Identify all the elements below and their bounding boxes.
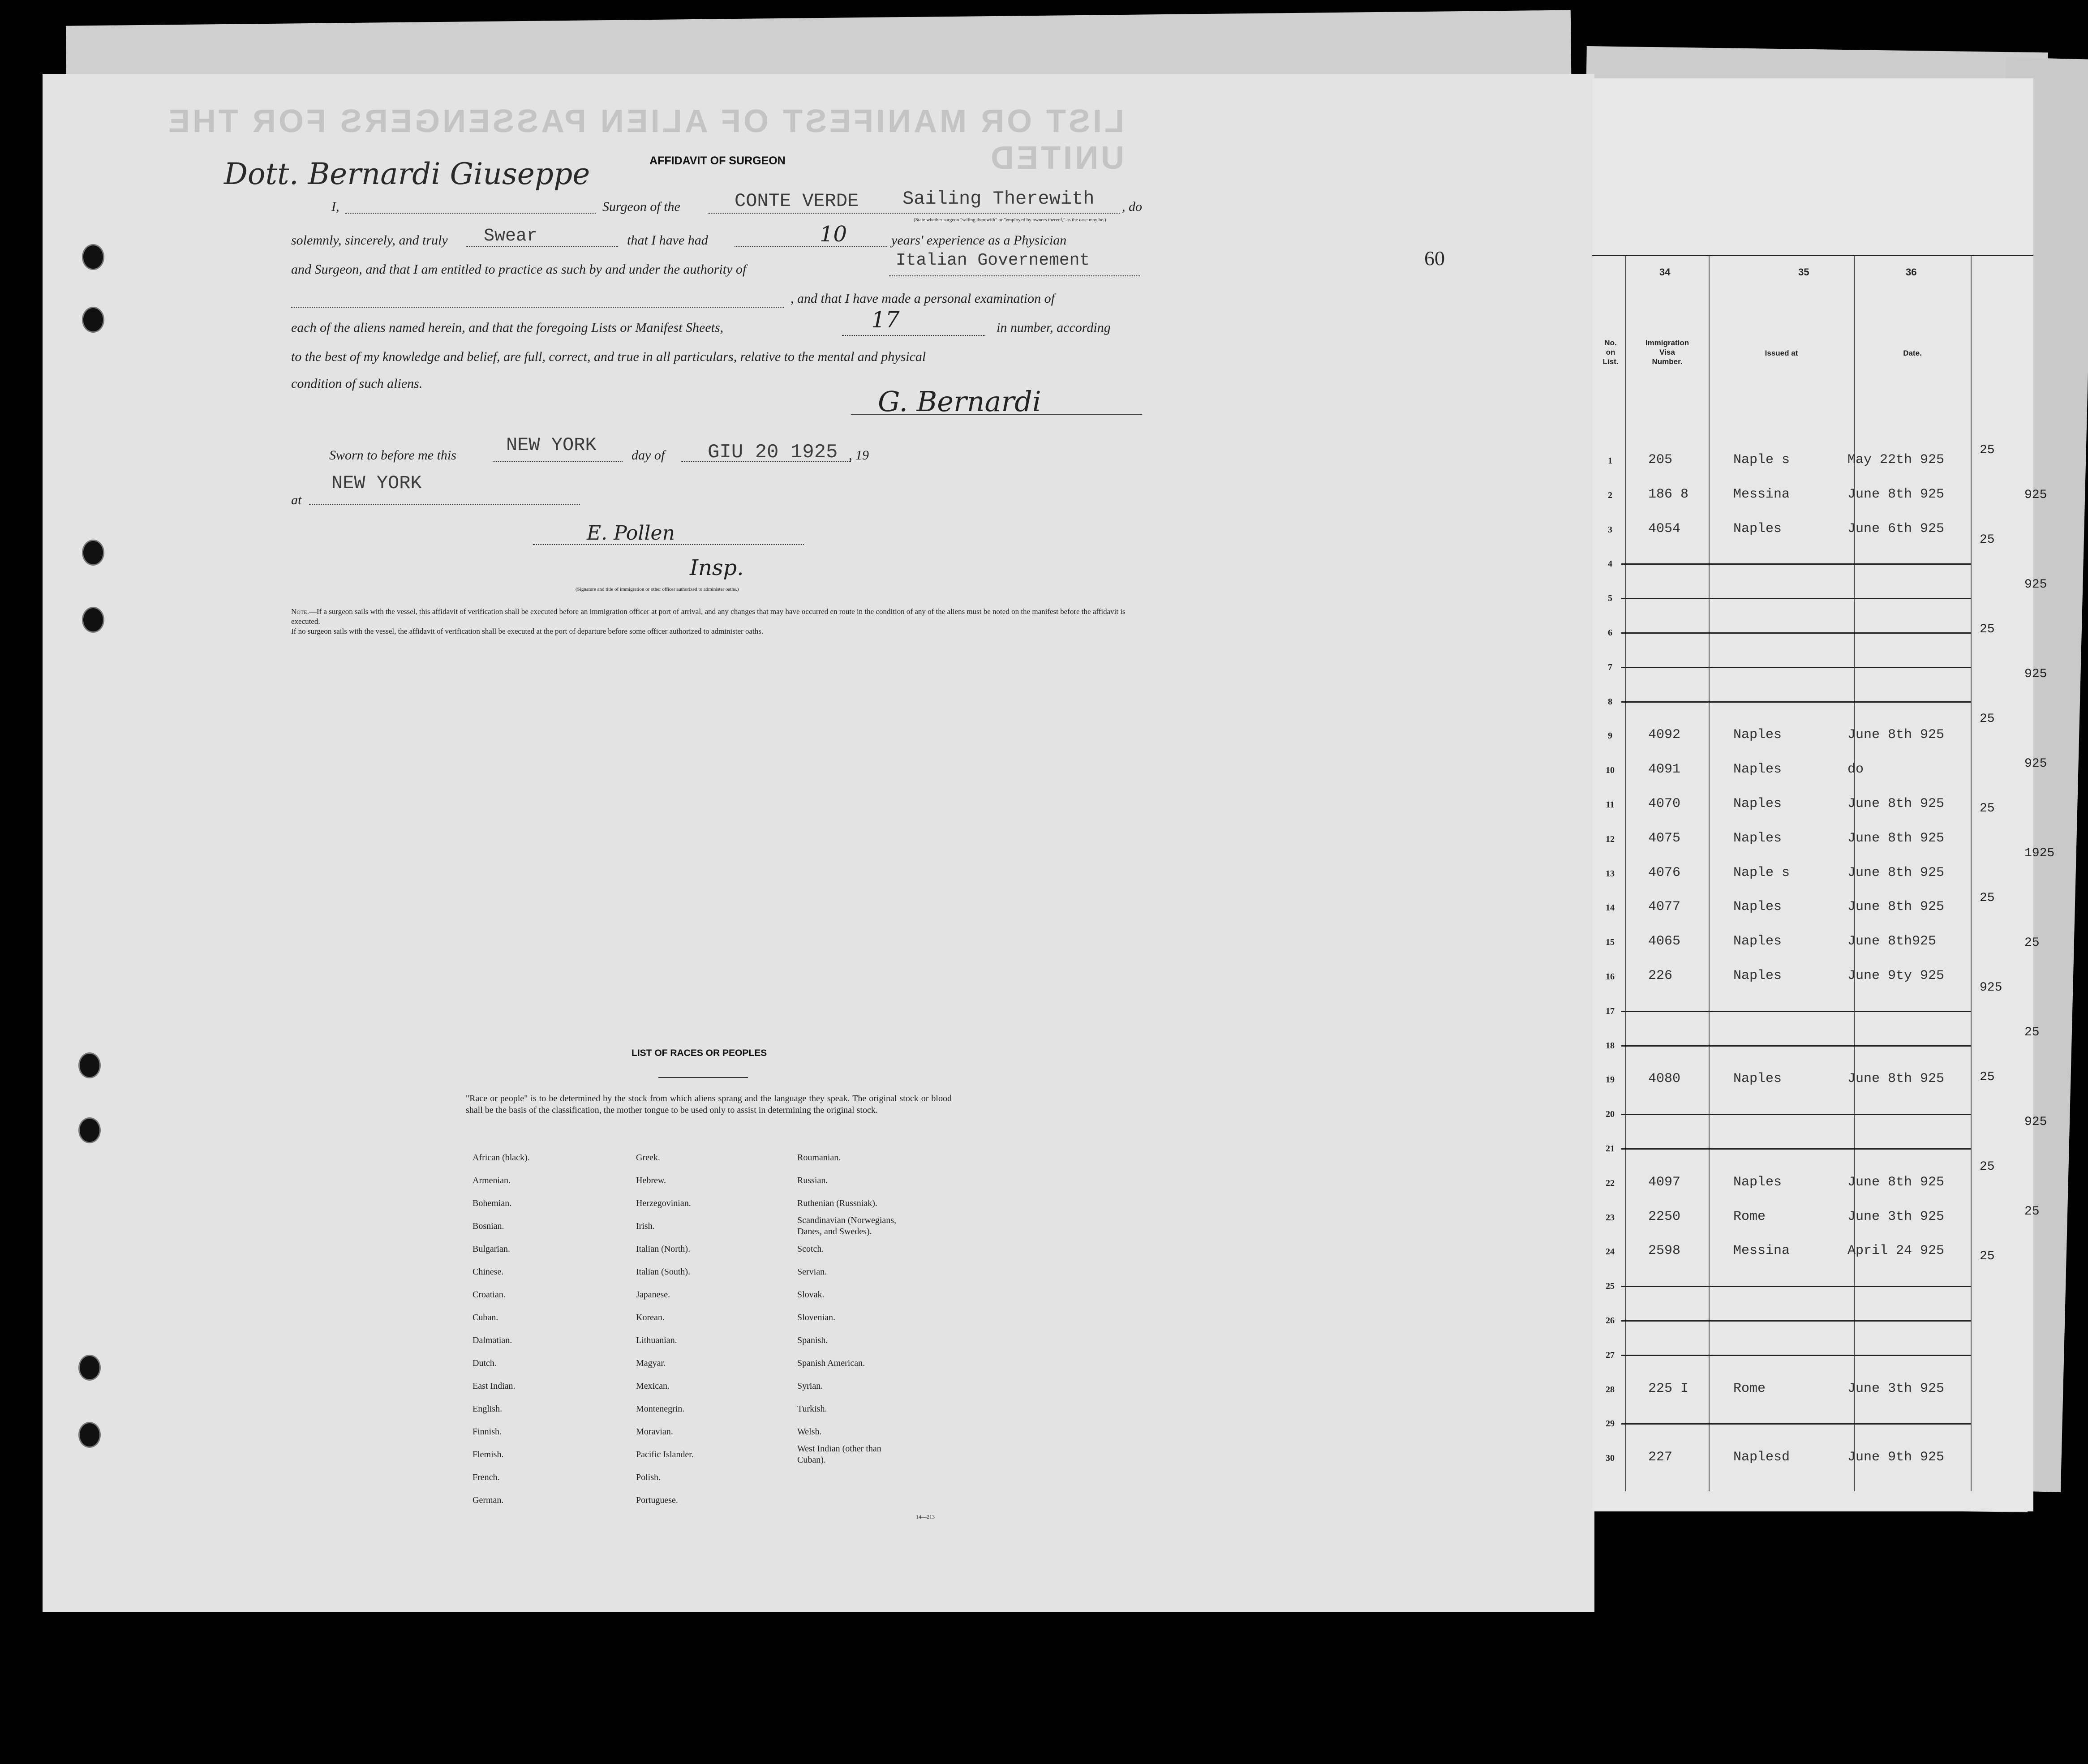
- margin-mark: 925: [1980, 981, 2002, 995]
- row-number: 5: [1608, 593, 1612, 604]
- visa-number: 205: [1648, 452, 1673, 468]
- visa-number: 2598: [1648, 1243, 1681, 1259]
- row-number: 2: [1608, 490, 1612, 500]
- blank-row-line: [1621, 667, 1971, 668]
- note-label: Note.: [291, 607, 309, 616]
- race-entry: French.: [473, 1472, 500, 1482]
- race-entry: German.: [473, 1495, 504, 1505]
- date-stamp: GIU 20 1925: [708, 441, 838, 464]
- visa-date: June 3th 925: [1847, 1209, 1945, 1224]
- issued-at: Naples: [1733, 521, 1782, 536]
- issued-at: Messina: [1733, 486, 1790, 502]
- row-number: 25: [1606, 1281, 1615, 1292]
- visa-date: June 8th 925: [1847, 796, 1945, 811]
- race-entry: Portuguese.: [636, 1495, 678, 1505]
- visa-date: May 22th 925: [1847, 452, 1945, 468]
- punch-hole: [82, 244, 104, 270]
- race-entry: Russian.: [797, 1176, 828, 1185]
- issued-at: Naples: [1733, 899, 1782, 915]
- visa-date: June 8th 925: [1847, 486, 1945, 502]
- row-number: 30: [1606, 1453, 1615, 1464]
- years-blank: [735, 246, 887, 247]
- visa-number: 2250: [1648, 1209, 1681, 1224]
- blank-row-line: [1621, 1148, 1971, 1150]
- visa-number: 226: [1648, 968, 1673, 983]
- issued-at: Naple s: [1733, 865, 1790, 880]
- punch-hole: [82, 607, 104, 633]
- margin-mark: 25: [2024, 936, 2040, 950]
- col-number-34: 34: [1659, 266, 1671, 278]
- line5-each: each of the aliens named herein, and that the foregoing Lists or Manifest Sheets,: [291, 320, 724, 335]
- officer-line: [533, 544, 804, 545]
- visa-number: 4077: [1648, 899, 1681, 915]
- line3-authority: and Surgeon, and that I am entitled to practice as such by and under the authority of: [291, 262, 747, 277]
- race-entry: Scotch.: [797, 1244, 824, 1254]
- row-number: 11: [1606, 800, 1615, 810]
- margin-mark: 25: [1980, 622, 1995, 636]
- officer-signature: E. Pollen: [587, 522, 675, 545]
- day-of-label: day of: [632, 448, 665, 463]
- ledger-col-line: [1709, 255, 1710, 1491]
- row-number: 28: [1606, 1384, 1615, 1395]
- margin-mark: 1925: [2024, 846, 2055, 860]
- race-entry: Roumanian.: [797, 1153, 841, 1163]
- visa-date: June 8th 925: [1847, 865, 1945, 880]
- visa-date: do: [1847, 762, 1864, 777]
- visa-date: June 9th 925: [1847, 1450, 1945, 1465]
- doctor-name: Dott. Bernardi Giuseppe: [224, 157, 590, 191]
- issued-at: Rome: [1733, 1381, 1766, 1396]
- visa-number: 4076: [1648, 865, 1681, 880]
- header-no-on-list: No. on List.: [1603, 339, 1619, 366]
- sworn-label: Sworn to before me this: [329, 448, 456, 463]
- race-entry: Lithuanian.: [636, 1335, 677, 1345]
- blank-row-line: [1621, 1011, 1971, 1012]
- sheets-value: 17: [871, 307, 900, 333]
- race-entry: Bohemian.: [473, 1198, 512, 1208]
- row-number: 15: [1606, 937, 1615, 948]
- issued-at: Naples: [1733, 727, 1782, 743]
- line1-do: , do: [1122, 199, 1142, 214]
- margin-mark: 25: [1980, 443, 1995, 457]
- visa-number: 225 I: [1648, 1381, 1689, 1396]
- header-issued-at: Issued at: [1765, 349, 1798, 357]
- at-label: at: [291, 493, 302, 507]
- race-entry: Flemish.: [473, 1450, 504, 1459]
- race-entry: Montenegrin.: [636, 1404, 685, 1414]
- margin-mark: 925: [2024, 757, 2047, 771]
- blank-row-line: [1621, 563, 1971, 565]
- race-entry: Scandinavian (Norwegians, Danes, and Swedes).: [797, 1215, 897, 1236]
- year-prefix: , 19: [849, 448, 869, 463]
- race-entry: Hebrew.: [636, 1176, 666, 1185]
- row-number: 9: [1608, 731, 1612, 741]
- blank-row-line: [1621, 1320, 1971, 1322]
- race-entry: Bulgarian.: [473, 1244, 510, 1254]
- punch-hole: [78, 1422, 101, 1448]
- note-text-2: If no surgeon sails with the vessel, the affidavit of verification shall be executed at the port of departure before some officer authorized to administer oaths.: [291, 627, 764, 635]
- authority-blank-2: [291, 307, 784, 308]
- issued-at: Rome: [1733, 1209, 1766, 1224]
- visa-date: June 8th 925: [1847, 1174, 1945, 1190]
- blank-row-line: [1621, 1286, 1971, 1287]
- row-number: 23: [1606, 1212, 1615, 1223]
- visa-date: June 6th 925: [1847, 521, 1945, 536]
- race-entry: Finnish.: [473, 1427, 502, 1437]
- race-entry: Italian (South).: [636, 1267, 691, 1277]
- row-number: 21: [1606, 1144, 1615, 1154]
- row-number: 1: [1608, 456, 1612, 466]
- line5-number: in number, according: [997, 320, 1111, 335]
- sheets-blank: [842, 335, 985, 336]
- authority-blank: [889, 275, 1140, 276]
- visa-number: 4065: [1648, 934, 1681, 949]
- col-number-35: 35: [1798, 266, 1809, 278]
- line4-rest: , and that I have made a personal examination of: [791, 291, 1055, 306]
- race-entry: Korean.: [636, 1313, 665, 1322]
- sworn-place-blank: [493, 461, 623, 462]
- header-visa-number: Immigration Visa Number.: [1645, 339, 1689, 366]
- margin-mark: 25: [1980, 802, 1995, 815]
- race-entry: Japanese.: [636, 1290, 670, 1300]
- signature-line: [851, 414, 1142, 415]
- visa-number: 4091: [1648, 762, 1681, 777]
- visa-date: June 8th 925: [1847, 1071, 1945, 1087]
- margin-mark: 925: [2024, 488, 2047, 502]
- race-entry: Servian.: [797, 1267, 827, 1277]
- visa-number: 4080: [1648, 1071, 1681, 1087]
- ledger-col-line: [1971, 255, 1972, 1491]
- line7: condition of such aliens.: [291, 376, 423, 391]
- races-column-2: [636, 1146, 694, 1512]
- visa-number: 186 8: [1648, 486, 1689, 502]
- races-column-1: [473, 1146, 530, 1512]
- race-entry: Welsh.: [797, 1427, 822, 1437]
- authority-stamp: Italian Governement: [896, 251, 1090, 270]
- officer-title-sig: Insp.: [690, 555, 744, 580]
- race-entry: Moravian.: [636, 1427, 673, 1437]
- years-value: 10: [820, 222, 847, 247]
- line1-i: I,: [331, 199, 339, 214]
- race-entry: Slovak.: [797, 1290, 825, 1300]
- show-through-title: LIST OR MANIFEST OF ALIEN PASSENGERS FOR THE UNITED: [165, 103, 1124, 176]
- races-title: LIST OF RACES OR PEOPLES: [632, 1048, 767, 1058]
- at-blank: [309, 504, 580, 505]
- row-number: 29: [1606, 1419, 1615, 1429]
- row-number: 16: [1606, 972, 1615, 982]
- visa-number: 4075: [1648, 830, 1681, 846]
- row-number: 26: [1606, 1316, 1615, 1326]
- margin-mark: 25: [1980, 891, 1995, 905]
- visa-date: June 8th 925: [1847, 830, 1945, 846]
- date-blank: [681, 461, 851, 462]
- punch-hole: [78, 1052, 101, 1078]
- swear-blank: [466, 246, 618, 247]
- row-number: 20: [1606, 1109, 1615, 1120]
- row-number: 24: [1606, 1247, 1615, 1257]
- page-number: 60: [1424, 247, 1445, 270]
- row-number: 14: [1606, 903, 1615, 913]
- row-number: 10: [1606, 765, 1615, 776]
- blank-row-line: [1621, 1045, 1971, 1047]
- sworn-place-stamp: NEW YORK: [506, 434, 597, 456]
- margin-mark: 925: [2024, 578, 2047, 592]
- race-entry: Ruthenian (Russniak).: [797, 1198, 877, 1208]
- blank-row-line: [1621, 1114, 1971, 1115]
- row-number: 6: [1608, 628, 1612, 638]
- margin-mark: 25: [1980, 533, 1995, 547]
- visa-date: June 8th925: [1847, 934, 1937, 949]
- punch-hole: [78, 1355, 101, 1381]
- margin-mark: 925: [2024, 667, 2047, 681]
- line2-years: years' experience as a Physician: [891, 233, 1067, 248]
- margin-mark: 925: [2024, 1115, 2047, 1129]
- punch-hole: [78, 1117, 101, 1143]
- margin-mark: 25: [1980, 712, 1995, 726]
- visa-number: 4097: [1648, 1174, 1681, 1190]
- race-entry: Dutch.: [473, 1358, 497, 1368]
- row-number: 19: [1606, 1075, 1615, 1085]
- row-number: 22: [1606, 1178, 1615, 1188]
- race-entry: Spanish American.: [797, 1358, 865, 1368]
- race-entry: Turkish.: [797, 1404, 827, 1414]
- swear-stamp: Swear: [484, 226, 538, 246]
- row-number: 18: [1606, 1040, 1615, 1051]
- margin-mark: 25: [2024, 1026, 2040, 1039]
- margin-mark: 25: [1980, 1160, 1995, 1174]
- race-entry: Bosnian.: [473, 1221, 504, 1231]
- line2-solemnly: solemnly, sincerely, and truly: [291, 233, 448, 248]
- races-title-rule: [658, 1077, 748, 1078]
- surgeon-signature: G. Bernardi: [878, 385, 1041, 418]
- row-number: 8: [1608, 696, 1612, 707]
- race-entry: West Indian (other than Cuban).: [797, 1444, 881, 1465]
- issued-at: Naples: [1733, 1174, 1782, 1190]
- note-text-1: —If a surgeon sails with the vessel, this affidavit of verification shall be executed before an immigration officer at port of arrival, and any changes that may have occurred en route in the condition of any of the aliens must be noted on the manifest before the affidavit is executed.: [291, 607, 1126, 626]
- visa-date: June 8th 925: [1847, 899, 1945, 915]
- race-entry: Magyar.: [636, 1358, 666, 1368]
- visa-date: June 8th 925: [1847, 727, 1945, 743]
- blank-row-line: [1621, 1355, 1971, 1356]
- ledger-header-rule: [1592, 255, 2033, 256]
- row-number: 12: [1606, 834, 1615, 844]
- race-entry: Armenian.: [473, 1176, 511, 1185]
- race-entry: Spanish.: [797, 1335, 828, 1345]
- form-number: 14—213: [916, 1514, 935, 1520]
- visa-number: 4054: [1648, 521, 1681, 536]
- row-number: 4: [1608, 559, 1612, 569]
- affidavit-title: AFFIDAVIT OF SURGEON: [649, 155, 786, 167]
- visa-date: June 9ty 925: [1847, 968, 1945, 983]
- visa-date: June 3th 925: [1847, 1381, 1945, 1396]
- issued-at: Naple s: [1733, 452, 1790, 468]
- affidavit-note: [291, 607, 1142, 636]
- issued-at: Naples: [1733, 830, 1782, 846]
- at-place-stamp: NEW YORK: [331, 472, 422, 494]
- punch-hole: [82, 540, 104, 566]
- blank-row-line: [1621, 632, 1971, 634]
- race-entry: Croatian.: [473, 1290, 506, 1300]
- vessel-blank: [708, 213, 1120, 214]
- punch-hole: [82, 307, 104, 333]
- races-column-3: [797, 1146, 896, 1466]
- visa-date: April 24 925: [1847, 1243, 1945, 1259]
- issued-at: Naples: [1733, 796, 1782, 811]
- ledger-page: [1592, 78, 2033, 1511]
- row-number: 27: [1606, 1350, 1615, 1360]
- race-entry: Chinese.: [473, 1267, 504, 1277]
- col-number-36: 36: [1906, 266, 1917, 278]
- blank-row-line: [1621, 598, 1971, 599]
- visa-number: 227: [1648, 1450, 1673, 1465]
- races-intro: "Race or people" is to be determined by the stock from which aliens sprang and the language they speak. The original stock or blood shall be the basis of the classification, the mother tongue to be used only to assist in determining the original stock.: [466, 1094, 952, 1115]
- row-number: 3: [1608, 524, 1612, 535]
- line1-surgeon: Surgeon of the: [602, 199, 680, 214]
- line2-that: that I have had: [627, 233, 708, 248]
- name-blank: [345, 213, 596, 214]
- row-number: 7: [1608, 662, 1612, 672]
- race-entry: English.: [473, 1404, 503, 1414]
- blank-row-line: [1621, 1423, 1971, 1425]
- race-entry: East Indian.: [473, 1381, 516, 1391]
- margin-mark: 25: [2024, 1205, 2040, 1219]
- race-entry: Herzegovinian.: [636, 1198, 691, 1208]
- sailing-stamp: Sailing Therewith: [902, 188, 1095, 210]
- race-entry: Italian (North).: [636, 1244, 691, 1254]
- vessel-stamp: CONTE VERDE: [735, 190, 859, 212]
- sailing-note: (State whether surgeon "sailing therewith" or "employed by owners thereof," as the case may be.): [914, 217, 1106, 223]
- header-date: Date.: [1903, 349, 1922, 357]
- ledger-col-line: [1625, 255, 1626, 1491]
- race-entry: Dalmatian.: [473, 1335, 512, 1345]
- issued-at: Naples: [1733, 762, 1782, 777]
- race-entry: Polish.: [636, 1472, 661, 1482]
- race-entry: Slovenian.: [797, 1313, 835, 1322]
- issued-at: Naples: [1733, 968, 1782, 983]
- officer-caption: (Signature and title of immigration or other officer authorized to administer oaths.): [576, 587, 739, 592]
- row-number: 17: [1606, 1006, 1615, 1016]
- issued-at: Naplesd: [1733, 1450, 1790, 1465]
- issued-at: Messina: [1733, 1243, 1790, 1259]
- visa-number: 4070: [1648, 796, 1681, 811]
- race-entry: Cuban.: [473, 1313, 498, 1322]
- row-number: 13: [1606, 868, 1615, 879]
- margin-mark: 25: [1980, 1249, 1995, 1263]
- race-entry: Irish.: [636, 1221, 655, 1231]
- race-entry: Syrian.: [797, 1381, 823, 1391]
- race-entry: Greek.: [636, 1153, 660, 1163]
- blank-row-line: [1621, 701, 1971, 703]
- visa-number: 4092: [1648, 727, 1681, 743]
- issued-at: Naples: [1733, 1071, 1782, 1087]
- race-entry: Pacific Islander.: [636, 1450, 694, 1459]
- issued-at: Naples: [1733, 934, 1782, 949]
- line6: to the best of my knowledge and belief, are full, correct, and true in all particulars, relative to the mental and physical: [291, 349, 926, 364]
- race-entry: Mexican.: [636, 1381, 670, 1391]
- margin-mark: 25: [1980, 1070, 1995, 1084]
- race-entry: African (black).: [473, 1153, 530, 1163]
